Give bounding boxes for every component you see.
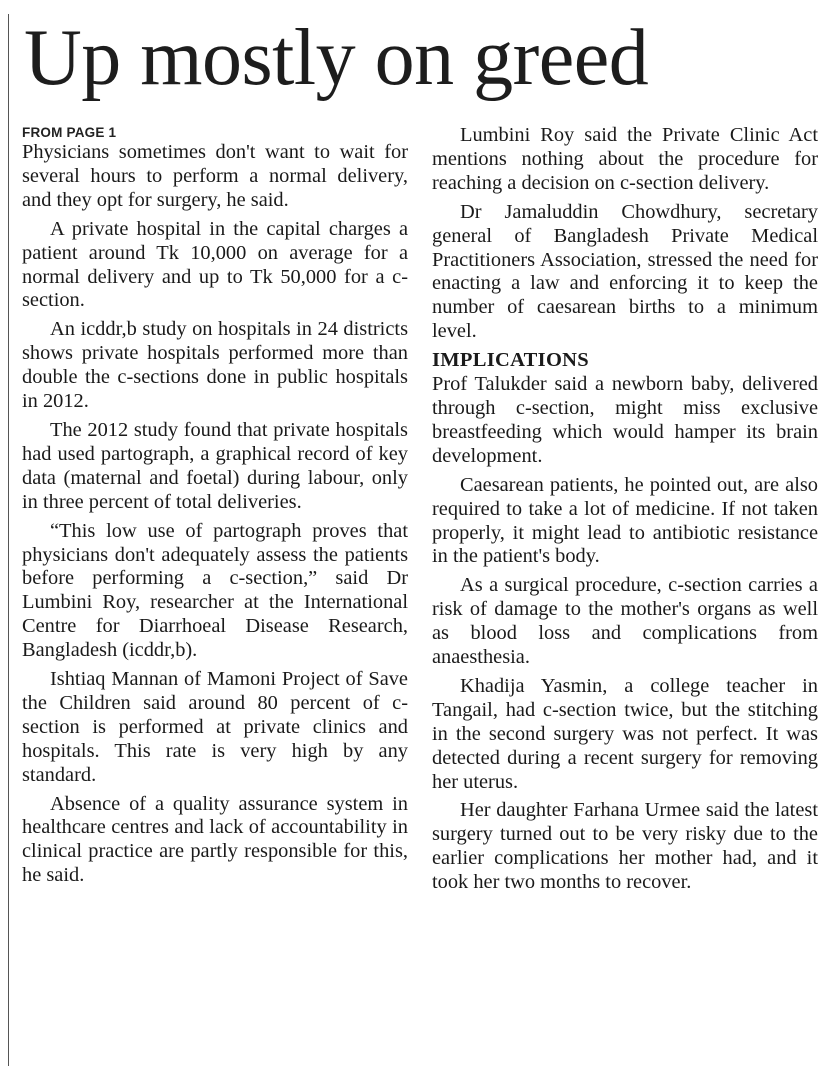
paragraph: Caesarean patients, he pointed out, are also required to take a lot of medicine. If not taken properly, it might lead to antibiotic resistance in the patient's body. [432, 473, 818, 568]
paragraph: Dr Jamaluddin Chowdhury, secretary general of Bangladesh Private Medical Practitioners Association, stressed the need for enacting a law and enforcing it to keep the number of caesarean births to a minimum level. [432, 200, 818, 343]
paragraph: As a surgical procedure, c-section carries a risk of damage to the mother's organs as well as blood loss and complications from anaesthesia. [432, 574, 818, 669]
paragraph: The 2012 study found that private hospitals had used partograph, a graphical record of key data (maternal and foetal) during labour, only in three percent of total deliveries. [22, 418, 408, 513]
paragraph: “This low use of partograph proves that physicians don't adequately assess the patients before performing a c-section,” said Dr Lumbini Roy, researcher at the International Centre for Diarrhoeal Disease Research, Bangladesh (icddr,b). [22, 519, 408, 662]
paragraph: Khadija Yasmin, a college teacher in Tangail, had c-section twice, but the stitching in the second surgery was not perfect. It was detected during a recent surgery for removing her uterus. [432, 674, 818, 793]
paragraph: Lumbini Roy said the Private Clinic Act mentions nothing about the procedure for reaching a decision on c-section delivery. [432, 124, 818, 194]
paragraph: Ishtiaq Mannan of Mamoni Project of Save the Children said around 80 percent of c-section is performed at private clinics and hospitals. This rate is very high by any standard. [22, 668, 408, 786]
continuation-kicker: FROM PAGE 1 [22, 125, 117, 140]
section-subhead: IMPLICATIONS [432, 349, 589, 372]
paragraph: An icddr,b study on hospitals in 24 districts shows private hospitals performed more than double the c-sections done in public hospitals in 2012. [22, 318, 408, 413]
paragraph: Her daughter Farhana Urmee said the latest surgery turned out to be very risky due to the earlier complications her mother had, and it took her two months to recover. [432, 799, 818, 894]
paragraph: A private hospital in the capital charges a patient around Tk 10,000 on average for a normal delivery and up to Tk 50,000 for a c-section. [22, 217, 408, 312]
headline: Up mostly on greed [24, 14, 649, 102]
article-column-left [22, 124, 408, 893]
paragraph: Absence of a quality assurance system in healthcare centres and lack of accountability in clinical practice are partly responsible for this, he said. [22, 792, 408, 887]
column-rule [8, 14, 9, 1066]
article-column-right [432, 124, 818, 900]
paragraph: Prof Talukder said a newborn baby, delivered through c-section, might miss exclusive breastfeeding which would hamper its brain development. [432, 373, 818, 467]
paragraph: Physicians sometimes don't want to wait for several hours to perform a normal delivery, and they opt for surgery, he said. [22, 141, 408, 211]
